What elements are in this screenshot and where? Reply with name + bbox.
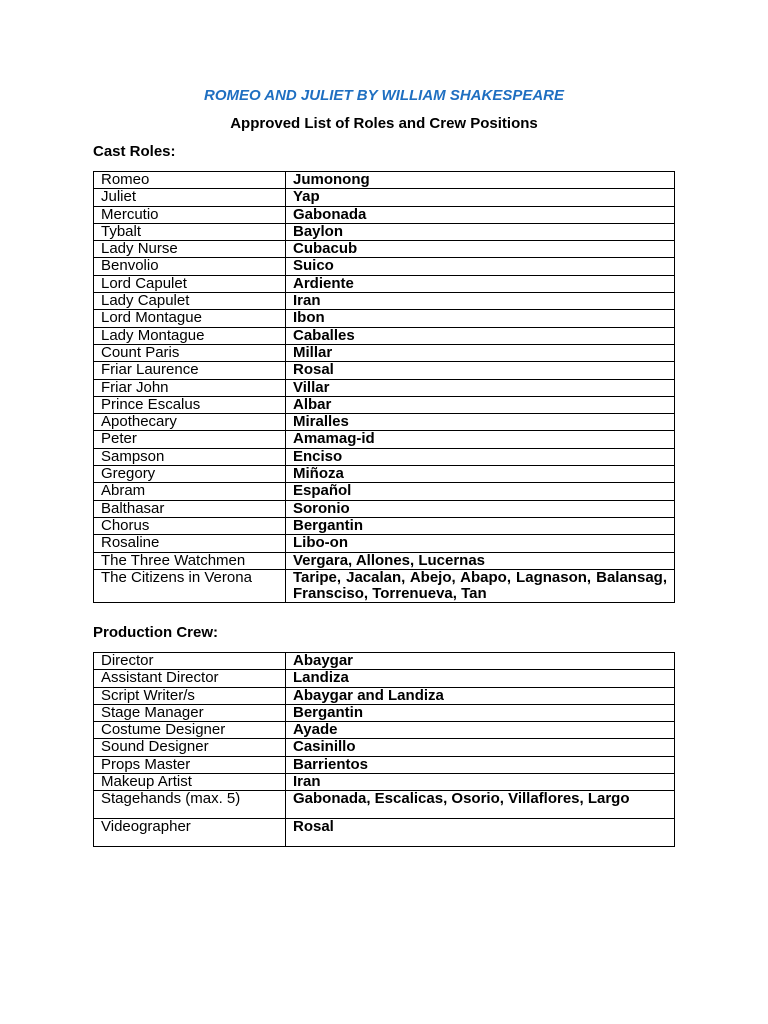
assigned-name-cell: Miñoza	[286, 466, 675, 483]
role-cell: Gregory	[94, 466, 286, 483]
role-cell: Count Paris	[94, 344, 286, 361]
assigned-name-cell: Libo-on	[286, 535, 675, 552]
role-cell: Lady Montague	[94, 327, 286, 344]
assigned-name-cell: Taripe, Jacalan, Abejo, Abapo, Lagnason, Balansag, Fransciso, Torrenueva, Tan	[286, 569, 675, 602]
role-cell: The Three Watchmen	[94, 552, 286, 569]
assigned-name-cell: Ayade	[286, 722, 675, 739]
cast-roles-heading: Cast Roles:	[93, 143, 176, 160]
assigned-name-cell: Miralles	[286, 414, 675, 431]
role-cell: Friar Laurence	[94, 362, 286, 379]
role-cell: Videographer	[94, 819, 286, 847]
role-cell: Abram	[94, 483, 286, 500]
assigned-name-cell: Gabonada	[286, 206, 675, 223]
table-row	[94, 258, 675, 275]
assigned-name-cell: Jumonong	[286, 172, 675, 189]
table-row	[94, 739, 675, 756]
assigned-name-cell: Ibon	[286, 310, 675, 327]
role-cell: Props Master	[94, 756, 286, 773]
assigned-name-cell: Bergantin	[286, 517, 675, 534]
table-row	[94, 774, 675, 791]
assigned-name-cell: Enciso	[286, 448, 675, 465]
table-row	[94, 791, 675, 819]
table-row	[94, 552, 675, 569]
table-row	[94, 379, 675, 396]
assigned-name-cell: Casinillo	[286, 739, 675, 756]
table-row	[94, 653, 675, 670]
table-row	[94, 172, 675, 189]
assigned-name-cell: Abaygar and Landiza	[286, 687, 675, 704]
role-cell: Chorus	[94, 517, 286, 534]
table-row	[94, 293, 675, 310]
table-row	[94, 206, 675, 223]
assigned-name-cell: Landiza	[286, 670, 675, 687]
table-row	[94, 722, 675, 739]
assigned-name-cell: Vergara, Allones, Lucernas	[286, 552, 675, 569]
role-cell: Makeup Artist	[94, 774, 286, 791]
role-cell: Romeo	[94, 172, 286, 189]
assigned-name-cell: Español	[286, 483, 675, 500]
assigned-name-cell: Suico	[286, 258, 675, 275]
role-cell: Apothecary	[94, 414, 286, 431]
table-row	[94, 517, 675, 534]
role-cell: Tybalt	[94, 223, 286, 240]
table-row	[94, 362, 675, 379]
table-row	[94, 189, 675, 206]
role-cell: Rosaline	[94, 535, 286, 552]
table-row	[94, 535, 675, 552]
table-row	[94, 756, 675, 773]
table-row	[94, 704, 675, 721]
document-subtitle: Approved List of Roles and Crew Positions	[230, 115, 538, 132]
production-crew-heading: Production Crew:	[93, 624, 219, 641]
role-cell: Prince Escalus	[94, 396, 286, 413]
table-row	[94, 275, 675, 292]
role-cell: Mercutio	[94, 206, 286, 223]
role-cell: Juliet	[94, 189, 286, 206]
production-crew-table-body	[94, 653, 675, 847]
table-row	[94, 448, 675, 465]
table-row	[94, 241, 675, 258]
role-cell: Peter	[94, 431, 286, 448]
role-cell: The Citizens in Verona	[94, 569, 286, 602]
role-cell: Assistant Director	[94, 670, 286, 687]
role-cell: Balthasar	[94, 500, 286, 517]
table-row	[94, 396, 675, 413]
assigned-name-cell: Rosal	[286, 819, 675, 847]
assigned-name-cell: Yap	[286, 189, 675, 206]
role-cell: Lord Montague	[94, 310, 286, 327]
assigned-name-cell: Caballes	[286, 327, 675, 344]
assigned-name-cell: Villar	[286, 379, 675, 396]
table-row	[94, 414, 675, 431]
table-row	[94, 327, 675, 344]
role-cell: Costume Designer	[94, 722, 286, 739]
assigned-name-cell: Ardiente	[286, 275, 675, 292]
table-row	[94, 687, 675, 704]
role-cell: Sound Designer	[94, 739, 286, 756]
assigned-name-cell: Abaygar	[286, 653, 675, 670]
table-row	[94, 466, 675, 483]
table-row	[94, 500, 675, 517]
assigned-name-cell: Soronio	[286, 500, 675, 517]
assigned-name-cell: Cubacub	[286, 241, 675, 258]
table-row	[94, 223, 675, 240]
assigned-name-cell: Iran	[286, 293, 675, 310]
table-row	[94, 819, 675, 847]
role-cell: Lady Capulet	[94, 293, 286, 310]
table-row	[94, 670, 675, 687]
role-cell: Lady Nurse	[94, 241, 286, 258]
table-row	[94, 569, 675, 602]
assigned-name-cell: Iran	[286, 774, 675, 791]
role-cell: Script Writer/s	[94, 687, 286, 704]
cast-roles-table	[93, 171, 675, 603]
role-cell: Benvolio	[94, 258, 286, 275]
assigned-name-cell: Amamag-id	[286, 431, 675, 448]
role-cell: Stagehands (max. 5)	[94, 791, 286, 819]
assigned-name-cell: Albar	[286, 396, 675, 413]
assigned-name-cell: Rosal	[286, 362, 675, 379]
assigned-name-cell: Gabonada, Escalicas, Osorio, Villaflores, Largo	[286, 791, 675, 819]
cast-roles-table-body	[94, 172, 675, 603]
role-cell: Sampson	[94, 448, 286, 465]
production-crew-table	[93, 652, 675, 847]
role-cell: Stage Manager	[94, 704, 286, 721]
assigned-name-cell: Baylon	[286, 223, 675, 240]
assigned-name-cell: Barrientos	[286, 756, 675, 773]
role-cell: Friar John	[94, 379, 286, 396]
role-cell: Director	[94, 653, 286, 670]
table-row	[94, 431, 675, 448]
table-row	[94, 483, 675, 500]
table-row	[94, 344, 675, 361]
assigned-name-cell: Millar	[286, 344, 675, 361]
table-row	[94, 310, 675, 327]
role-cell: Lord Capulet	[94, 275, 286, 292]
document-title: ROMEO AND JULIET BY WILLIAM SHAKESPEARE	[203, 87, 565, 104]
assigned-name-cell: Bergantin	[286, 704, 675, 721]
